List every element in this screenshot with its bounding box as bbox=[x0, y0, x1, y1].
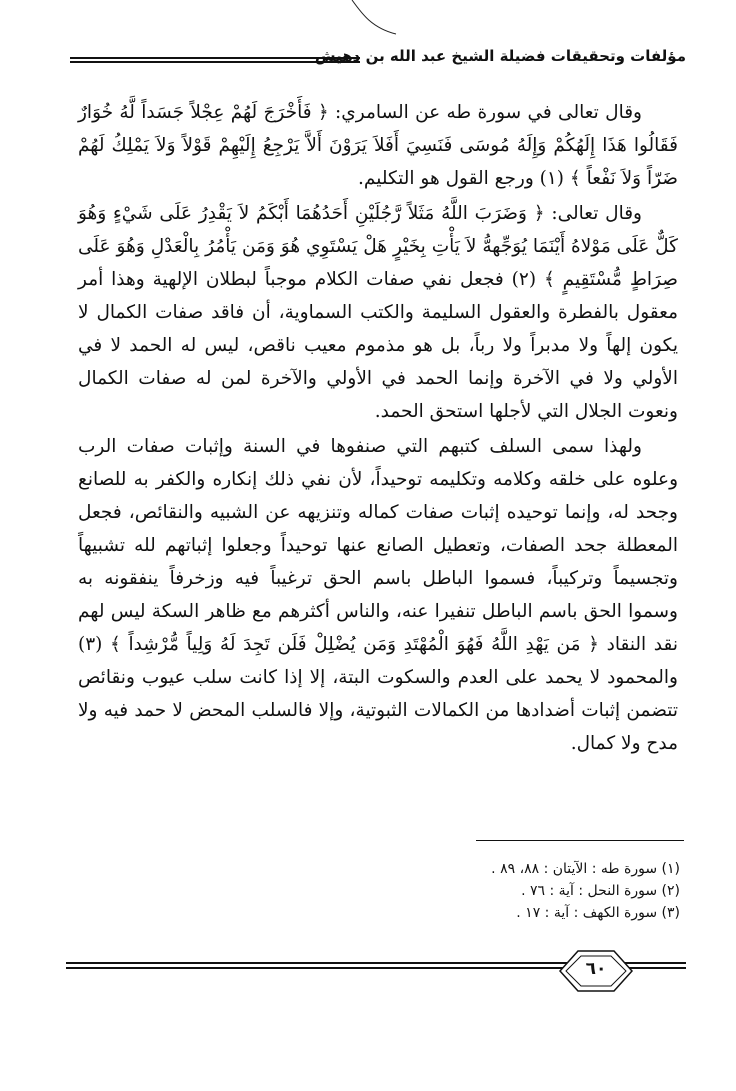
paragraph-text: وقال تعالى: bbox=[544, 203, 642, 224]
footnote-2: (٢) سورة النحل : آية : ٧٦ . bbox=[521, 883, 680, 899]
paragraph-text: ولهذا سمى السلف كتبهم التي صنفوها في السنة وإثبات صفات الرب وعلوه على خلقه وكلامه وتكليمه توحيداً، لأن نفي ذلك إنكاره والكفر به للصانع وجحد له، وإنما توحيده إثبات صفات كماله وتنزيهه عن الشبيه والنقائص، فجعل المعطلة جحد الصفات، وتعطيل الصانع عنها توحيداً وجعلوا إثباتهم لله تشبيهاً وتجسيماً وتركيباً، فسموا الباطل باسم الحق ترغيباً فيه وزخرفاً ينفقونه به وسموا الحق باسم الباطل تنفيرا عنه، والناس أكثرهم مع ظاهر السكة ليس لهم نقد النقاد bbox=[78, 436, 679, 655]
body-text bbox=[78, 96, 678, 762]
footnote-1: (١) سورة طه : الآيتان : ٨٨، ٨٩ . bbox=[491, 861, 680, 877]
page-number-badge bbox=[558, 949, 634, 993]
paragraph-text: وقال تعالى في سورة طه عن السامري: bbox=[328, 102, 642, 123]
page-number: ٦٠ bbox=[585, 959, 607, 979]
paragraph-2 bbox=[78, 197, 678, 428]
paragraph-text: (٣) والمحمود لا يحمد على العدم والسكوت البتة، إلا إذا كانت سلب عيوب ونقائص تتضمن إثبات أضدادها من الكمالات الثبوتية، وإلا فالسلب المحض لا حمد فيه ولا مدح ولا كمال. bbox=[78, 634, 678, 754]
running-header bbox=[70, 44, 686, 74]
footnote-separator bbox=[476, 840, 684, 841]
paragraph-3 bbox=[78, 430, 678, 760]
footnotes bbox=[300, 858, 680, 924]
quran-verse: ﴿ مَن يَهْدِ اللَّهُ فَهُوَ الْمُهْتَدِ وَمَن يُضْلِلْ فَلَن تَجِدَ لَهُ وَلِياً مُّرْشِداً ﴾ bbox=[110, 634, 599, 655]
paragraph-text: (٢) فجعل نفي صفات الكلام موجباً لبطلان الإلهية وهذا أمر معقول بالفطرة والعقول السليمة والكتب السماوية، أن فاقد صفات الكمال لا يكون إلهاً ولا مدبراً ولا رباً، بل هو مذموم معيب ناقص، ليس له الحمد لا في الأولي ولا في الآخرة وإنما الحمد في الأولي والآخرة لمن له صفات الكمال ونعوت الجلال التي لأجلها استحق الحمد. bbox=[78, 269, 678, 422]
header-title: مؤلفات وتحقيقات فضيلة الشيخ عبد الله بن دهيش bbox=[314, 47, 686, 65]
quran-verse: ﴿ وَضَرَبَ اللَّهُ مَثَلاً رَّجُلَيْنِ أَحَدُهُمَا أَبْكَمُ لاَ يَقْدِرُ عَلَى شَيْءٍ وَهُوَ كَلٌّ عَلَى مَوْلاهُ أَيْنَمَا يُوَجِّههُّ لاَ يَأْتِ بِخَيْرٍ هَلْ يَسْتَوِي هُوَ وَمَن يَأْمُرُ بِالْعَدْلِ وَهُوَ عَلَى صِرَاطٍ مُّسْتَقِيمٍ ﴾ bbox=[78, 203, 678, 290]
paragraph-text: (١) ورجع القول هو التكليم. bbox=[358, 168, 570, 189]
footnote-3: (٣) سورة الكهف : آية : ١٧ . bbox=[516, 905, 680, 921]
paragraph-1 bbox=[78, 96, 678, 195]
quran-verse: ﴿ فَأَخْرَجَ لَهُمْ عِجْلاً جَسَداً لَّهُ خُوَارٌ فَقَالُوا هَذَا إِلَهُكُمْ وَإِلَهُ مُوسَى فَنَسِيَ أَفَلاَ يَرَوْنَ أَلاَّ يَرْجِعُ إِلَيْهِمْ قَوْلاً وَلاَ يَمْلِكُ لَهُمْ ضَرّاً وَلاَ نَفْعاً ﴾ bbox=[78, 102, 678, 189]
